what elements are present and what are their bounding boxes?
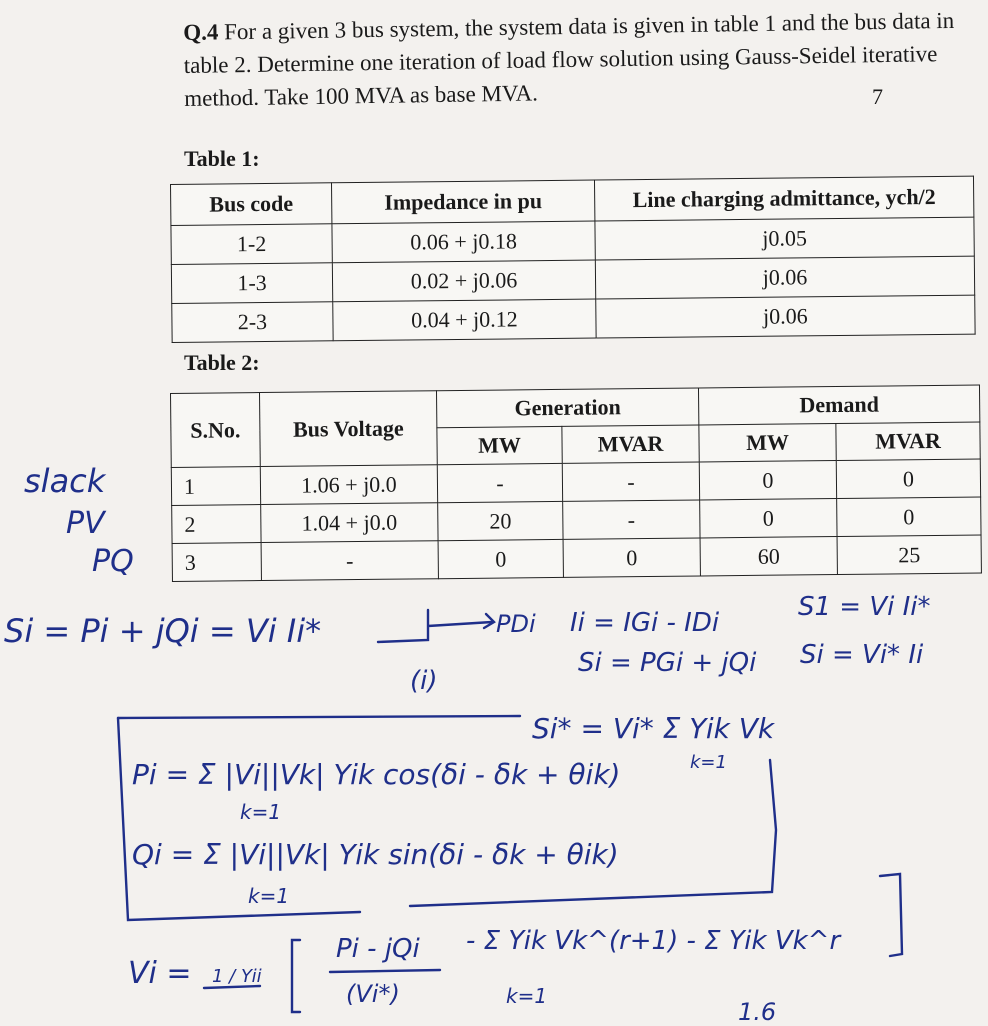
question-body: For a given 3 bus system, the system data is given in table 1 and the bus data in table 2. Determine one iteration of load flow solution using Gauss-Seidel iterative method. Take 100 MVA as base MVA. — [183, 7, 955, 111]
table-cell: 3 — [172, 543, 261, 582]
table1-header: Bus code — [171, 183, 332, 226]
table2-header-gen-mw: MW — [437, 426, 562, 464]
table-cell: 0.06 + j0.18 — [332, 221, 595, 263]
table1-caption: Table 1: — [184, 146, 260, 171]
table-cell: j0.05 — [595, 217, 974, 260]
generation-power-equation: Si = PGi + jQi — [578, 648, 757, 678]
voltage-update-lhs: Vi = — [128, 956, 192, 991]
bus-type-pq: PQ — [92, 544, 134, 579]
bus-type-pv: PV — [66, 506, 105, 541]
table-cell: 0 — [563, 538, 700, 577]
table2-header-sno: S.No. — [171, 393, 261, 468]
voltage-update-factor: 1 / Yii — [212, 966, 262, 987]
voltage-update-denominator: (Vi*) — [346, 980, 400, 1008]
table-cell: 1-2 — [171, 224, 332, 265]
table-cell: 0 — [699, 461, 836, 500]
real-power-equation: Pi = Σ |Vi||Vk| Yik cos(δi - δk + θik) — [132, 758, 621, 791]
table-cell: 0 — [836, 459, 980, 499]
current-equation: Ii = IGi - IDi — [570, 608, 720, 638]
table-cell: 20 — [438, 501, 563, 540]
voltage-bracket-left — [292, 940, 300, 1012]
trailing-handwriting: 1.6 — [738, 998, 777, 1026]
table-cell: 2-3 — [172, 302, 333, 343]
table-cell: 60 — [700, 537, 837, 576]
voltage-update-sum-limit: k=1 — [506, 984, 548, 1008]
table2-header-gen-mvar: MVAR — [562, 425, 699, 463]
table-cell: - — [563, 500, 700, 539]
table1-header: Line charging admittance, ych/2 — [594, 176, 973, 221]
table2-header-voltage: Bus Voltage — [260, 391, 438, 467]
table-cell: 1.04 + j0.0 — [261, 503, 438, 543]
table2-header-dem-mvar: MVAR — [836, 422, 980, 461]
table-cell: 1.06 + j0.0 — [260, 465, 437, 505]
real-power-sum-limit: k=1 — [240, 800, 282, 824]
apparent-power-equation: S1 = Vi Ii* — [798, 592, 931, 622]
table2-caption: Table 2: — [184, 350, 260, 375]
voltage-bracket-right — [880, 874, 902, 956]
sum-limit: k=1 — [690, 752, 727, 773]
power-sum-equation: Si* = Vi* Σ Yik Vk — [532, 712, 775, 745]
table-cell: 1-3 — [171, 263, 332, 304]
table-cell: j0.06 — [595, 256, 974, 299]
complex-power-equation: Si = Pi + jQi = Vi Ii* — [4, 612, 322, 650]
bus-type-slack: slack — [24, 462, 106, 500]
voltage-update-terms: - Σ Yik Vk^(r+1) - Σ Yik Vk^r — [466, 926, 841, 956]
table2-header-generation: Generation — [436, 388, 698, 428]
reactive-power-equation: Qi = Σ |Vi||Vk| Yik sin(δi - δk + θik) — [132, 838, 619, 871]
table-cell: 0 — [438, 539, 563, 578]
table-cell: 2 — [172, 505, 261, 544]
fraction-line — [204, 970, 440, 988]
table-cell: - — [437, 463, 562, 502]
table-cell: - — [261, 541, 438, 581]
table-cell: - — [562, 462, 699, 501]
load-power-label: PDi — [496, 610, 536, 638]
table-cell: 0.04 + j0.12 — [333, 299, 596, 341]
table-cell: 0.02 + j0.06 — [332, 260, 595, 302]
equation-box — [118, 718, 776, 920]
table2-header-demand: Demand — [698, 385, 979, 425]
bus-connector-line — [378, 610, 492, 642]
table-cell: 0 — [837, 497, 981, 537]
table-cell: 0 — [700, 499, 837, 538]
box-top-edge — [118, 716, 520, 718]
table-cell: j0.06 — [596, 295, 975, 338]
conjugate-power-equation: Si = Vi* Ii — [800, 640, 924, 670]
table1-header: Impedance in pu — [331, 180, 594, 224]
table-cell: 25 — [837, 535, 981, 575]
bus-node-label: (i) — [410, 666, 438, 696]
reactive-power-sum-limit: k=1 — [248, 884, 290, 908]
table2-header-dem-mw: MW — [699, 424, 836, 462]
voltage-update-numerator: Pi - jQi — [336, 934, 420, 964]
question-marks: 7 — [872, 84, 883, 109]
table-cell: 1 — [171, 467, 260, 506]
question-number: Q.4 — [183, 19, 219, 45]
